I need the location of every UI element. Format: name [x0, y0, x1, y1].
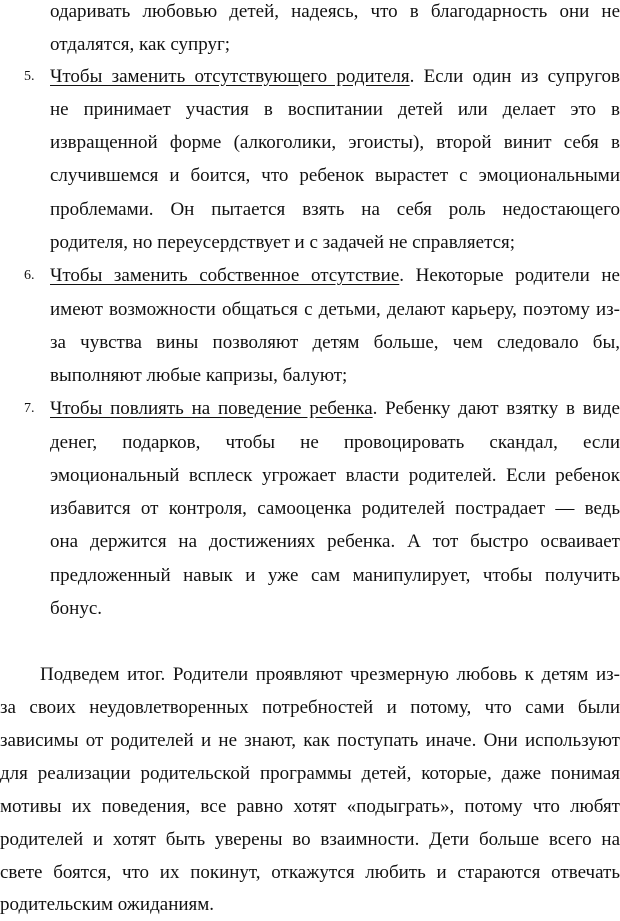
- text-line: проблемами. Он пытается взять на себя роль недостающего: [50, 199, 620, 220]
- text-line: зависимы от родителей и не знают, как поступать иначе. Они используют: [0, 730, 620, 751]
- text-line: родителей и хотят быть уверены во взаимности. Дети больше всего на: [0, 829, 620, 850]
- list-item-text: . Некоторые родители не: [399, 265, 620, 286]
- text-line: для реализации родительской программы детей, которые, даже понимая: [0, 763, 620, 784]
- text-line: родительским ожиданиям.: [0, 894, 215, 915]
- text-line: родителя, но переусердствует и с задачей не справляется;: [50, 232, 516, 253]
- text-line: отдалятся, как супруг;: [50, 34, 231, 55]
- list-number: 7.: [24, 401, 35, 416]
- list-item-first-line: [50, 392, 620, 425]
- text-line: она держится на достижениях ребенка. А тот быстро осваивает: [50, 531, 620, 552]
- text-line: не принимает участия в воспитании детей или делает это в: [50, 99, 620, 120]
- text-line: мотивы их поведения, все равно хотят «подыграть», потому что любят: [0, 796, 620, 817]
- text-line: за своих неудовлетворенных потребностей и потому, что сами были: [0, 697, 620, 718]
- text-line: случившемся и боится, что ребенок вырастет с эмоциональными: [50, 165, 620, 186]
- list-number: 5.: [24, 69, 35, 84]
- text-line: свете боятся, что их покинут, откажутся любить и стараются отвечать: [0, 862, 620, 883]
- text-line: одаривать любовью детей, надеясь, что в благодарность они не: [50, 1, 620, 22]
- text-line: избавится от контроля, самооценка родителей пострадает — ведь: [50, 498, 620, 519]
- text-line: выполняют любые капризы, балуют;: [50, 365, 348, 386]
- text-line: денег, подарков, чтобы не провоцировать скандал, если: [50, 432, 620, 453]
- list-item-first-line: [50, 60, 620, 93]
- list-number: 6.: [24, 268, 35, 283]
- paragraph-first-line: Подведем итог. Родители проявляют чрезмерную любовь к детям из-: [40, 664, 620, 685]
- list-item-first-line: [50, 259, 620, 292]
- list-item-title: Чтобы повлиять на поведение ребенка: [50, 398, 373, 419]
- list-item-title: Чтобы заменить отсутствующего родителя: [50, 66, 410, 87]
- list-item-text: . Ребенку дают взятку в виде: [372, 398, 620, 419]
- text-line: за чувства вины позволяют детям больше, чем следовало бы,: [50, 332, 620, 353]
- list-item-title: Чтобы заменить собственное отсутствие: [50, 265, 400, 286]
- text-line: извращенной форме (алкоголики, эгоисты), второй винит себя в: [50, 132, 620, 153]
- text-line: предложенный навык и уже сам манипулирует, чтобы получить: [50, 565, 620, 586]
- text-line: имеют возможности общаться с детьми, делают карьеру, поэтому из-: [50, 299, 620, 320]
- list-item-text: . Если один из супругов: [409, 66, 620, 87]
- text-line: эмоциональный всплеск угрожает власти родителей. Если ребенок: [50, 465, 620, 486]
- text-line: бонус.: [50, 598, 103, 619]
